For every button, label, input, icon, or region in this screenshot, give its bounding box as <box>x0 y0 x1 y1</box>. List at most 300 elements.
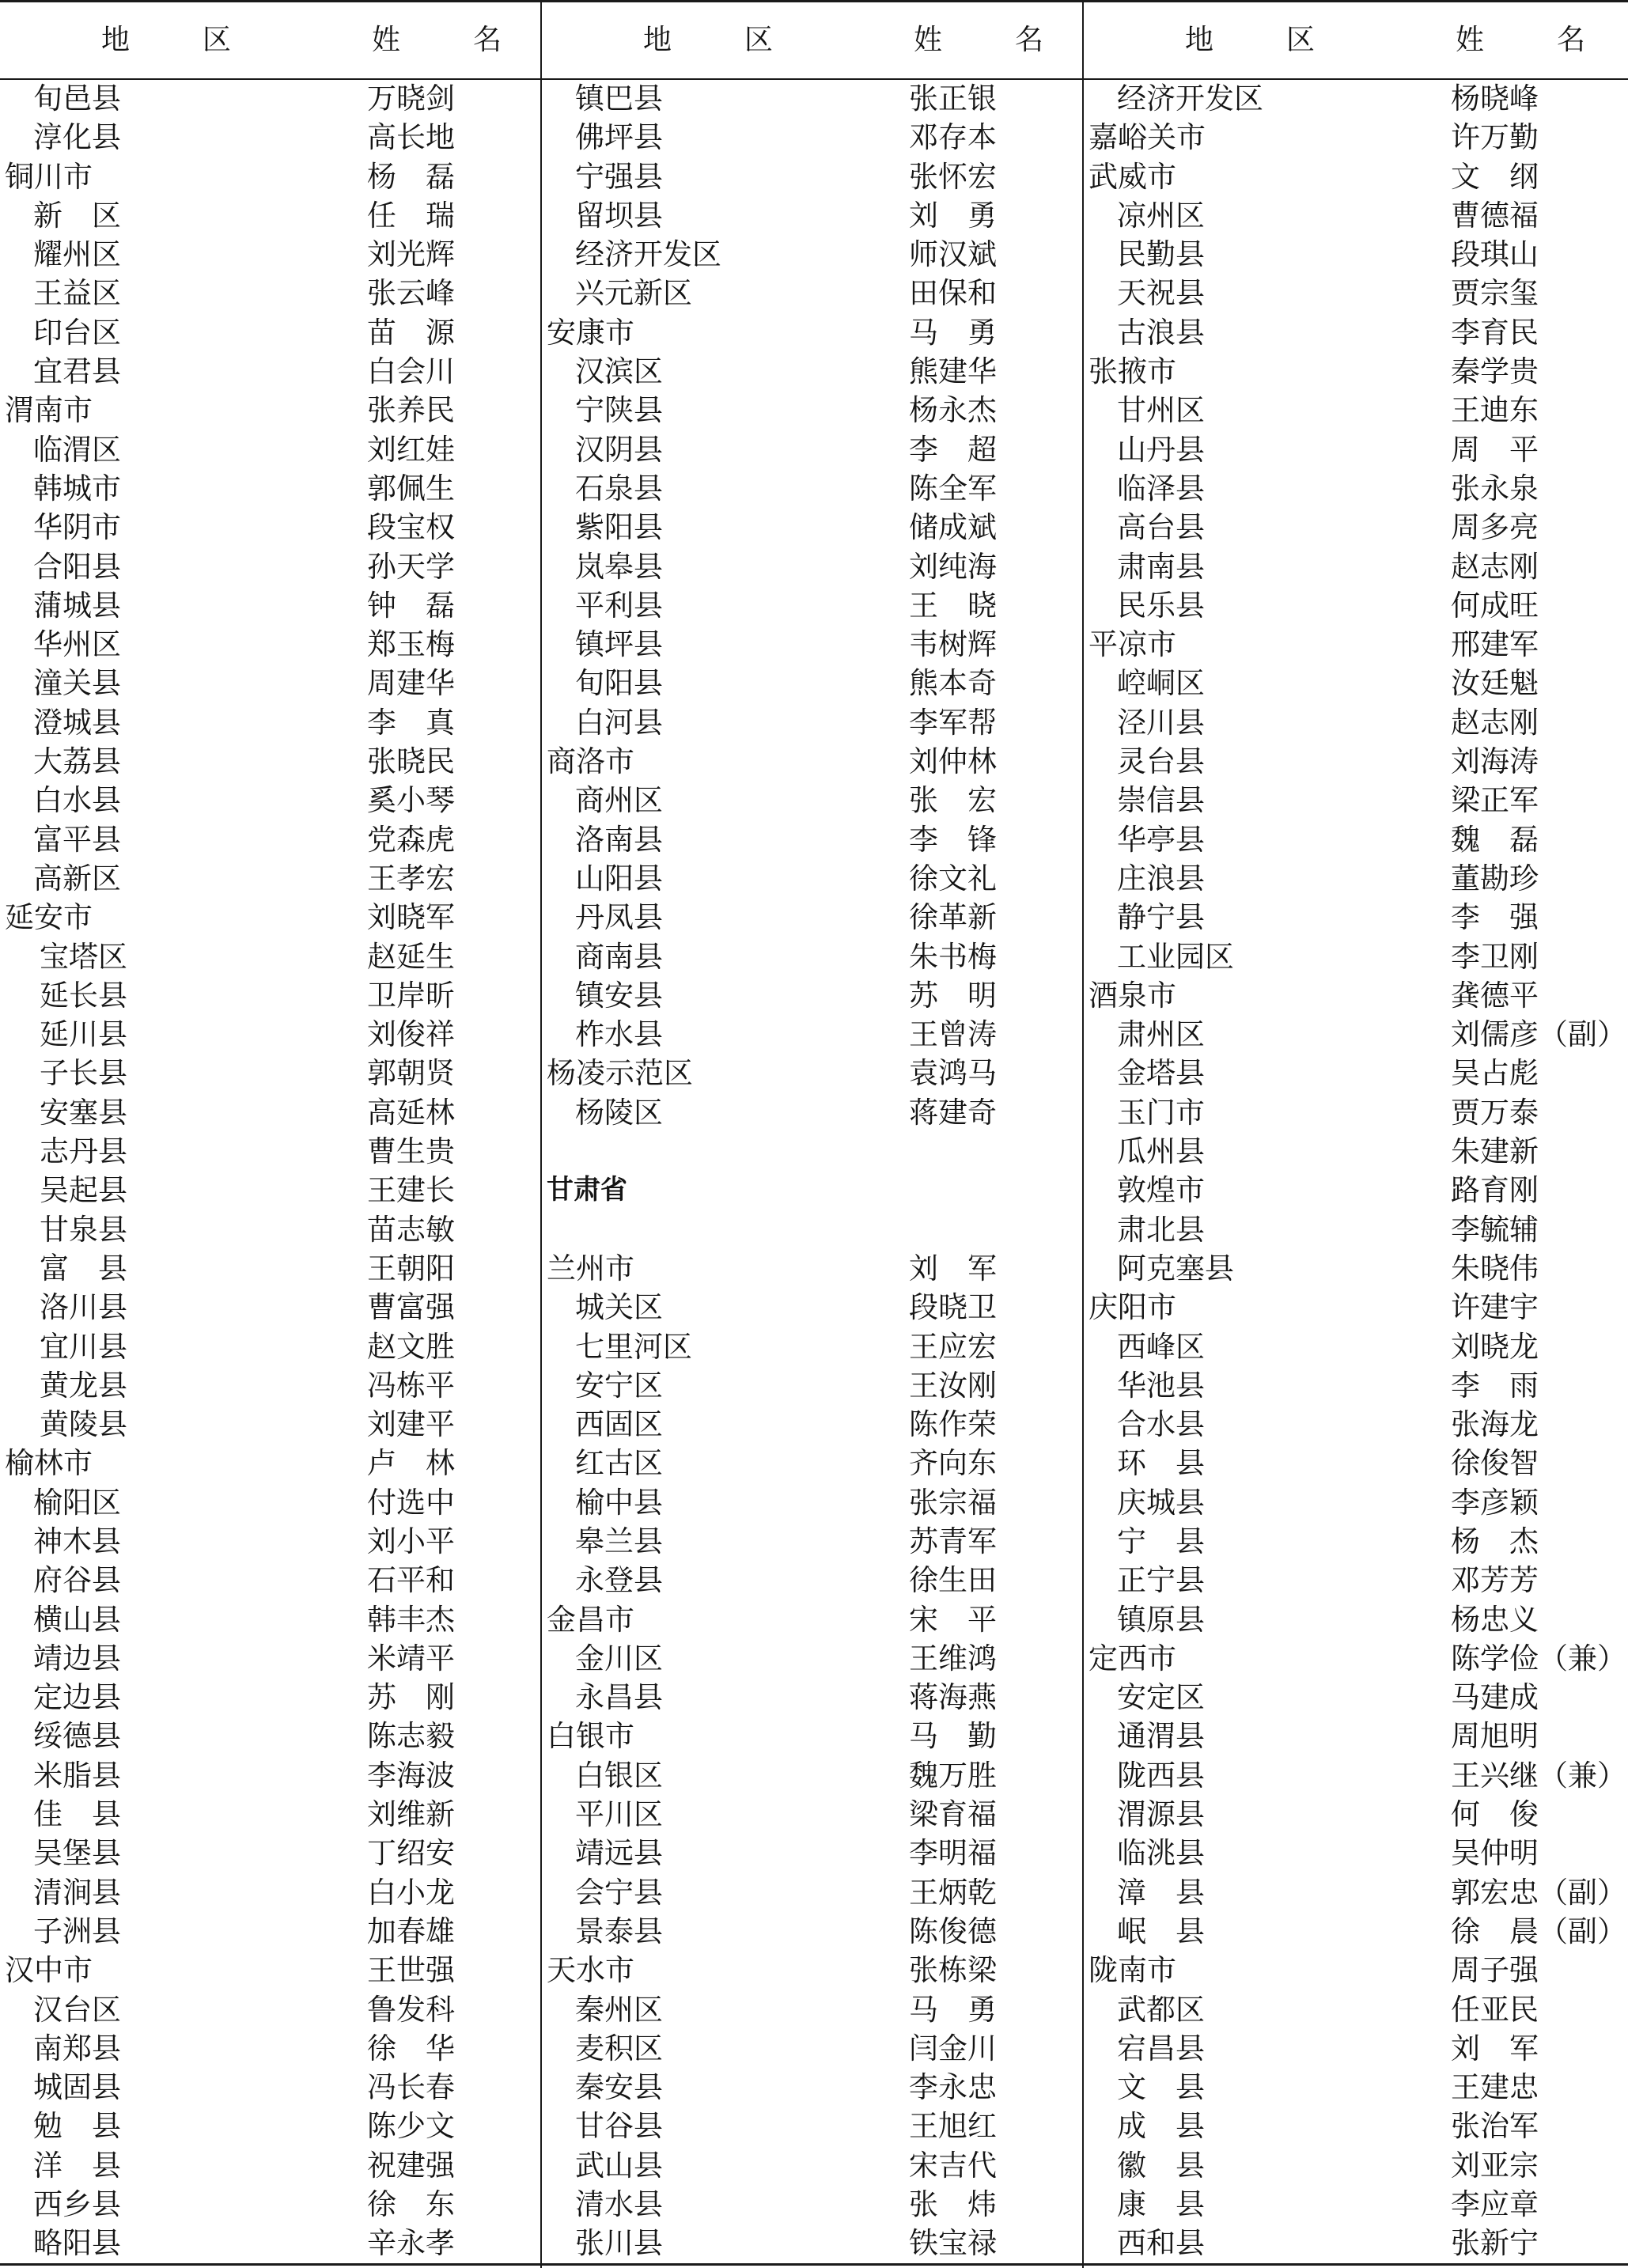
region-cell: 潼关县 <box>33 666 121 701</box>
table-row <box>1084 625 1628 664</box>
table-row <box>0 898 540 937</box>
table-row <box>542 2107 1082 2145</box>
name-cell: 张宗福 <box>909 1485 997 1520</box>
name-cell: 李育民 <box>1451 315 1539 350</box>
name-cell: 周旭明 <box>1451 1719 1539 1754</box>
region-cell: 榆阳区 <box>33 1485 121 1520</box>
table-row <box>1084 2185 1628 2224</box>
name-cell: 刘晓军 <box>367 900 455 935</box>
table-row <box>542 1639 1082 1678</box>
name-cell: 任 瑞 <box>367 198 455 233</box>
table-row <box>0 352 540 391</box>
table-row <box>542 1951 1082 1990</box>
table-row <box>542 1600 1082 1639</box>
table-row <box>542 1678 1082 1717</box>
name-cell: 张新宁 <box>1451 2226 1539 2261</box>
table-row <box>0 937 540 976</box>
region-cell: 横山县 <box>33 1602 121 1637</box>
name-cell: 徐革新 <box>909 900 997 935</box>
table-row <box>542 547 1082 586</box>
table-row <box>0 625 540 664</box>
region-cell: 张掖市 <box>1088 354 1176 389</box>
region-cell: 武山县 <box>575 2148 663 2183</box>
table-column-1 <box>0 0 540 2266</box>
region-cell: 临泽县 <box>1117 471 1205 505</box>
name-cell: 路育刚 <box>1451 1173 1539 1208</box>
name-cell: 邓芳芳 <box>1451 1563 1539 1598</box>
name-cell: 王孝宏 <box>367 861 455 895</box>
region-cell: 宝塔区 <box>40 939 127 974</box>
region-cell: 渭源县 <box>1117 1797 1205 1832</box>
table-row <box>1084 1210 1628 1249</box>
table-row <box>542 157 1082 196</box>
region-cell: 子洲县 <box>33 1914 121 1948</box>
name-cell: 李明福 <box>909 1836 997 1871</box>
name-cell: 王朝阳 <box>367 1251 455 1285</box>
region-cell: 崆峒区 <box>1117 666 1205 701</box>
region-cell: 靖边县 <box>33 1641 121 1675</box>
region-cell: 酒泉市 <box>1088 978 1176 1013</box>
name-cell: 汝廷魁 <box>1451 666 1539 701</box>
region-cell: 华州区 <box>33 627 121 662</box>
name-cell: 曹富强 <box>367 1290 455 1325</box>
region-cell: 平川区 <box>575 1797 663 1832</box>
table-row <box>1084 1483 1628 1522</box>
table-row <box>542 79 1082 118</box>
table-row <box>0 1444 540 1482</box>
region-cell: 陇西县 <box>1117 1758 1205 1793</box>
region-cell: 留坝县 <box>575 198 663 233</box>
name-cell: 蒋建奇 <box>909 1095 997 1130</box>
name-cell: 杨晓峰 <box>1451 81 1539 115</box>
table-row <box>542 859 1082 898</box>
region-cell: 定西市 <box>1088 1641 1176 1675</box>
name-cell: 文 纲 <box>1451 159 1539 194</box>
table-row <box>0 1327 540 1366</box>
table-row <box>542 820 1082 859</box>
name-cell: 张怀宏 <box>909 159 997 194</box>
region-cell: 镇原县 <box>1117 1602 1205 1637</box>
table-row <box>0 2146 540 2185</box>
region-cell: 佳 县 <box>33 1797 121 1832</box>
table-row <box>0 2068 540 2107</box>
name-cell: 冯长春 <box>367 2070 455 2105</box>
region-cell: 秦安县 <box>575 2070 663 2105</box>
name-cell: 刘仲林 <box>909 744 997 779</box>
region-cell: 经济开发区 <box>575 237 721 272</box>
table-row <box>1084 1873 1628 1912</box>
table-row <box>542 586 1082 625</box>
region-cell: 民勤县 <box>1117 237 1205 272</box>
table-row <box>0 1093 540 1132</box>
region-cell: 甘泉县 <box>40 1212 127 1247</box>
table-row <box>542 1093 1082 1132</box>
name-cell: 王建忠 <box>1451 2070 1539 2105</box>
region-cell: 肃南县 <box>1117 549 1205 584</box>
name-cell: 周 平 <box>1451 432 1539 467</box>
table-row <box>1084 196 1628 235</box>
name-cell: 赵志刚 <box>1451 705 1539 740</box>
region-cell: 金昌市 <box>547 1602 634 1637</box>
region-cell: 宁强县 <box>575 159 663 194</box>
table-column-3 <box>1084 0 1628 2266</box>
name-cell: 李卫刚 <box>1451 939 1539 974</box>
name-cell: 陈俊德 <box>909 1914 997 1948</box>
name-cell: 周建华 <box>367 666 455 701</box>
region-cell: 洛川县 <box>40 1290 127 1325</box>
name-cell: 梁正军 <box>1451 783 1539 818</box>
region-cell: 旬邑县 <box>33 81 121 115</box>
table-row <box>1084 1054 1628 1092</box>
name-cell: 许万勤 <box>1451 120 1539 155</box>
table-row <box>0 1366 540 1405</box>
name-cell: 徐生田 <box>909 1563 997 1598</box>
table-row <box>542 1756 1082 1795</box>
name-cell: 张正银 <box>909 81 997 115</box>
table-row <box>542 118 1082 157</box>
region-cell: 高台县 <box>1117 510 1205 545</box>
region-cell: 汉滨区 <box>575 354 663 389</box>
region-cell: 志丹县 <box>40 1134 127 1169</box>
table-row <box>0 1912 540 1951</box>
table-row <box>1084 352 1628 391</box>
region-cell: 延川县 <box>40 1017 127 1052</box>
name-cell: 蒋海燕 <box>909 1680 997 1715</box>
name-cell: 郑玉梅 <box>367 627 455 662</box>
region-cell: 宁陕县 <box>575 393 663 428</box>
province-heading-row <box>542 1171 1082 1210</box>
region-cell: 蒲城县 <box>33 588 121 623</box>
name-cell: 刘光辉 <box>367 237 455 272</box>
name-cell: 刘小平 <box>367 1524 455 1558</box>
name-cell: 苏青军 <box>909 1524 997 1558</box>
table-row <box>1084 1249 1628 1288</box>
table-row <box>0 1717 540 1755</box>
name-cell: 朱晓伟 <box>1451 1251 1539 1285</box>
name-cell: 刘 军 <box>1451 2031 1539 2065</box>
table-row <box>0 1054 540 1092</box>
name-cell: 梁育福 <box>909 1797 997 1832</box>
name-header: 姓 名 <box>1456 24 1608 56</box>
name-cell: 马 勤 <box>909 1719 997 1754</box>
region-cell: 城固县 <box>33 2070 121 2105</box>
name-cell: 曹德福 <box>1451 198 1539 233</box>
name-cell: 王曾涛 <box>909 1017 997 1052</box>
region-cell: 清涧县 <box>33 1875 121 1910</box>
region-cell: 紫阳县 <box>575 510 663 545</box>
table-row <box>0 547 540 586</box>
region-cell: 黄陵县 <box>40 1407 127 1442</box>
table-row <box>0 1834 540 1872</box>
table-row <box>542 235 1082 274</box>
name-cell: 杨 杰 <box>1451 1524 1539 1558</box>
table-row <box>542 2029 1082 2068</box>
table-row <box>542 196 1082 235</box>
table-row <box>1084 937 1628 976</box>
region-cell: 榆中县 <box>575 1485 663 1520</box>
region-cell: 正宁县 <box>1117 1563 1205 1598</box>
table-row <box>0 1639 540 1678</box>
region-cell: 白水县 <box>33 783 121 818</box>
name-cell: 李军帮 <box>909 705 997 740</box>
name-cell: 刘 勇 <box>909 198 997 233</box>
region-cell: 耀州区 <box>33 237 121 272</box>
name-cell: 李海波 <box>367 1758 455 1793</box>
name-cell: 刘维新 <box>367 1797 455 1832</box>
table-row <box>0 1951 540 1990</box>
region-cell: 华池县 <box>1117 1368 1205 1403</box>
name-cell: 朱书梅 <box>909 939 997 974</box>
region-cell: 庄浪县 <box>1117 861 1205 895</box>
region-cell: 金川区 <box>575 1641 663 1675</box>
table-row <box>1084 1678 1628 1717</box>
region-cell: 定边县 <box>33 1680 121 1715</box>
region-cell: 南郑县 <box>33 2031 121 2065</box>
table-row <box>0 196 540 235</box>
name-cell: 郭宏忠（副） <box>1451 1875 1626 1910</box>
table-row <box>1084 1951 1628 1990</box>
name-cell: 吴仲明 <box>1451 1836 1539 1871</box>
table-row <box>0 1132 540 1171</box>
region-cell: 武威市 <box>1088 159 1176 194</box>
region-header: 地 区 <box>101 24 254 56</box>
region-cell: 柞水县 <box>575 1017 663 1052</box>
region-cell: 子长县 <box>40 1056 127 1091</box>
table-row <box>542 976 1082 1015</box>
name-cell: 李应章 <box>1451 2187 1539 2222</box>
table-row <box>542 937 1082 976</box>
region-cell: 岷 县 <box>1117 1914 1205 1948</box>
region-cell: 华亭县 <box>1117 822 1205 857</box>
region-cell: 武都区 <box>1117 1992 1205 2027</box>
name-cell: 钟 磊 <box>367 588 455 623</box>
table-row <box>1084 859 1628 898</box>
region-cell: 富平县 <box>33 822 121 857</box>
region-cell: 安宁区 <box>575 1368 663 1403</box>
region-cell: 通渭县 <box>1117 1719 1205 1754</box>
region-cell: 米脂县 <box>33 1758 121 1793</box>
region-cell: 宜川县 <box>40 1329 127 1364</box>
table-row <box>0 430 540 469</box>
name-cell: 王汝刚 <box>909 1368 997 1403</box>
table-row <box>542 1054 1082 1092</box>
name-cell: 祝建强 <box>367 2148 455 2183</box>
name-cell: 朱建新 <box>1451 1134 1539 1169</box>
region-cell: 陇南市 <box>1088 1953 1176 1988</box>
region-cell: 兰州市 <box>547 1251 634 1285</box>
table-row <box>542 430 1082 469</box>
region-cell: 渭南市 <box>5 393 93 428</box>
region-cell: 肃州区 <box>1117 1017 1205 1052</box>
table-row <box>0 1795 540 1834</box>
region-cell: 灵台县 <box>1117 744 1205 779</box>
name-cell: 段宝权 <box>367 510 455 545</box>
region-cell: 丹凤县 <box>575 900 663 935</box>
name-cell: 何成旺 <box>1451 588 1539 623</box>
table-row <box>0 859 540 898</box>
region-cell: 景泰县 <box>575 1914 663 1948</box>
name-cell: 韩丰杰 <box>367 1602 455 1637</box>
region-cell: 大荔县 <box>33 744 121 779</box>
region-cell: 永昌县 <box>575 1680 663 1715</box>
table-row <box>542 2146 1082 2185</box>
table-row <box>0 274 540 312</box>
name-cell: 马 勇 <box>909 315 997 350</box>
table-row <box>542 2185 1082 2224</box>
name-cell: 张治军 <box>1451 2109 1539 2144</box>
table-row <box>1084 508 1628 547</box>
name-cell: 董勘珍 <box>1451 861 1539 895</box>
region-cell: 金塔县 <box>1117 1056 1205 1091</box>
table-row <box>0 664 540 702</box>
column-header <box>0 21 540 60</box>
name-cell: 王迪东 <box>1451 393 1539 428</box>
name-cell: 刘晓龙 <box>1451 1329 1539 1364</box>
name-cell: 闫金川 <box>909 2031 997 2065</box>
region-cell: 玉门市 <box>1117 1095 1205 1130</box>
column-rows <box>542 79 1082 2263</box>
region-cell: 靖远县 <box>575 1836 663 1871</box>
table-row <box>1084 820 1628 859</box>
name-cell: 郭朝贤 <box>367 1056 455 1091</box>
name-cell: 熊本奇 <box>909 666 997 701</box>
table-row <box>542 1912 1082 1951</box>
column-header <box>542 21 1082 60</box>
region-cell: 石泉县 <box>575 471 663 505</box>
table-row <box>0 1288 540 1327</box>
region-cell: 会宁县 <box>575 1875 663 1910</box>
table-row <box>0 586 540 625</box>
region-cell: 敦煌市 <box>1117 1173 1205 1208</box>
table-row <box>0 1405 540 1444</box>
name-cell: 李彦颖 <box>1451 1485 1539 1520</box>
name-cell: 苗志敏 <box>367 1212 455 1247</box>
name-cell: 付选中 <box>367 1485 455 1520</box>
region-cell: 瓜州县 <box>1117 1134 1205 1169</box>
table-row <box>542 1834 1082 1872</box>
region-cell: 神木县 <box>33 1524 121 1558</box>
region-cell: 古浪县 <box>1117 315 1205 350</box>
name-cell: 熊建华 <box>909 354 997 389</box>
table-row <box>542 625 1082 664</box>
table-row <box>542 2068 1082 2107</box>
region-header: 地 区 <box>1185 24 1338 56</box>
name-cell: 邓存本 <box>909 120 997 155</box>
name-cell: 米靖平 <box>367 1641 455 1675</box>
region-cell: 勉 县 <box>33 2109 121 2144</box>
region-cell: 商南县 <box>575 939 663 974</box>
name-cell: 李 真 <box>367 705 455 740</box>
region-cell: 汉中市 <box>5 1953 93 1988</box>
region-cell: 凉州区 <box>1117 198 1205 233</box>
name-cell: 许建宇 <box>1451 1290 1539 1325</box>
region-cell: 杨陵区 <box>575 1095 663 1130</box>
region-cell: 康 县 <box>1117 2187 1205 2222</box>
table-row <box>0 1171 540 1210</box>
name-cell: 杨永杰 <box>909 393 997 428</box>
table-row <box>0 2029 540 2068</box>
name-cell: 秦学贵 <box>1451 354 1539 389</box>
region-cell: 延长县 <box>40 978 127 1013</box>
table-row <box>0 508 540 547</box>
name-cell: 陈少文 <box>367 2109 455 2144</box>
name-cell: 白会川 <box>367 354 455 389</box>
table-row <box>1084 1093 1628 1132</box>
table-row <box>542 1015 1082 1054</box>
table-row <box>1084 2068 1628 2107</box>
table-row <box>1084 1522 1628 1561</box>
name-cell: 王应宏 <box>909 1329 997 1364</box>
region-cell: 环 县 <box>1117 1446 1205 1481</box>
table-row <box>1084 898 1628 937</box>
name-cell: 陈全军 <box>909 471 997 505</box>
table-row <box>542 1990 1082 2029</box>
table-row <box>1084 1366 1628 1405</box>
name-cell: 李 锋 <box>909 822 997 857</box>
name-cell: 高长地 <box>367 120 455 155</box>
region-cell: 崇信县 <box>1117 783 1205 818</box>
region-cell: 汉阴县 <box>575 432 663 467</box>
name-cell: 徐俊智 <box>1451 1446 1539 1481</box>
region-cell: 宕昌县 <box>1117 2031 1205 2065</box>
name-cell: 张晓民 <box>367 744 455 779</box>
region-cell: 镇安县 <box>575 978 663 1013</box>
table-row <box>542 1795 1082 1834</box>
table-row <box>1084 703 1628 742</box>
table-row <box>1084 274 1628 312</box>
name-cell: 刘建平 <box>367 1407 455 1442</box>
name-cell: 段晓卫 <box>909 1290 997 1325</box>
region-cell: 天水市 <box>547 1953 634 1988</box>
name-cell: 郭佩生 <box>367 471 455 505</box>
name-cell: 邢建军 <box>1451 627 1539 662</box>
region-cell: 皋兰县 <box>575 1524 663 1558</box>
name-cell: 何 俊 <box>1451 1797 1539 1832</box>
table-row <box>0 1756 540 1795</box>
table-row <box>1084 1444 1628 1482</box>
table-row <box>542 391 1082 430</box>
region-cell: 山丹县 <box>1117 432 1205 467</box>
region-cell: 民乐县 <box>1117 588 1205 623</box>
name-cell: 奚小琴 <box>367 783 455 818</box>
name-header: 姓 名 <box>372 24 524 56</box>
region-cell: 绥德县 <box>33 1719 121 1754</box>
name-cell: 储成斌 <box>909 510 997 545</box>
table-row <box>542 781 1082 820</box>
table-row <box>542 1210 1082 1249</box>
name-cell: 王兴继（兼） <box>1451 1758 1626 1793</box>
table-row <box>0 235 540 274</box>
name-cell: 卢 林 <box>367 1446 455 1481</box>
name-cell: 苏 刚 <box>367 1680 455 1715</box>
region-cell: 甘州区 <box>1117 393 1205 428</box>
name-cell: 冯栋平 <box>367 1368 455 1403</box>
name-cell: 王维鸿 <box>909 1641 997 1675</box>
table-row <box>0 2107 540 2145</box>
region-cell: 汉台区 <box>33 1992 121 2027</box>
region-cell: 平凉市 <box>1088 627 1176 662</box>
region-cell: 合阳县 <box>33 549 121 584</box>
name-cell: 徐 晨（副） <box>1451 1914 1626 1948</box>
region-cell: 铜川市 <box>5 159 93 194</box>
name-cell: 王 晓 <box>909 588 997 623</box>
name-cell: 杨忠义 <box>1451 1602 1539 1637</box>
region-cell: 西固区 <box>575 1407 663 1442</box>
region-cell: 徽 县 <box>1117 2148 1205 2183</box>
region-cell: 文 县 <box>1117 2070 1205 2105</box>
table-row <box>1084 1327 1628 1366</box>
table-row <box>1084 1600 1628 1639</box>
